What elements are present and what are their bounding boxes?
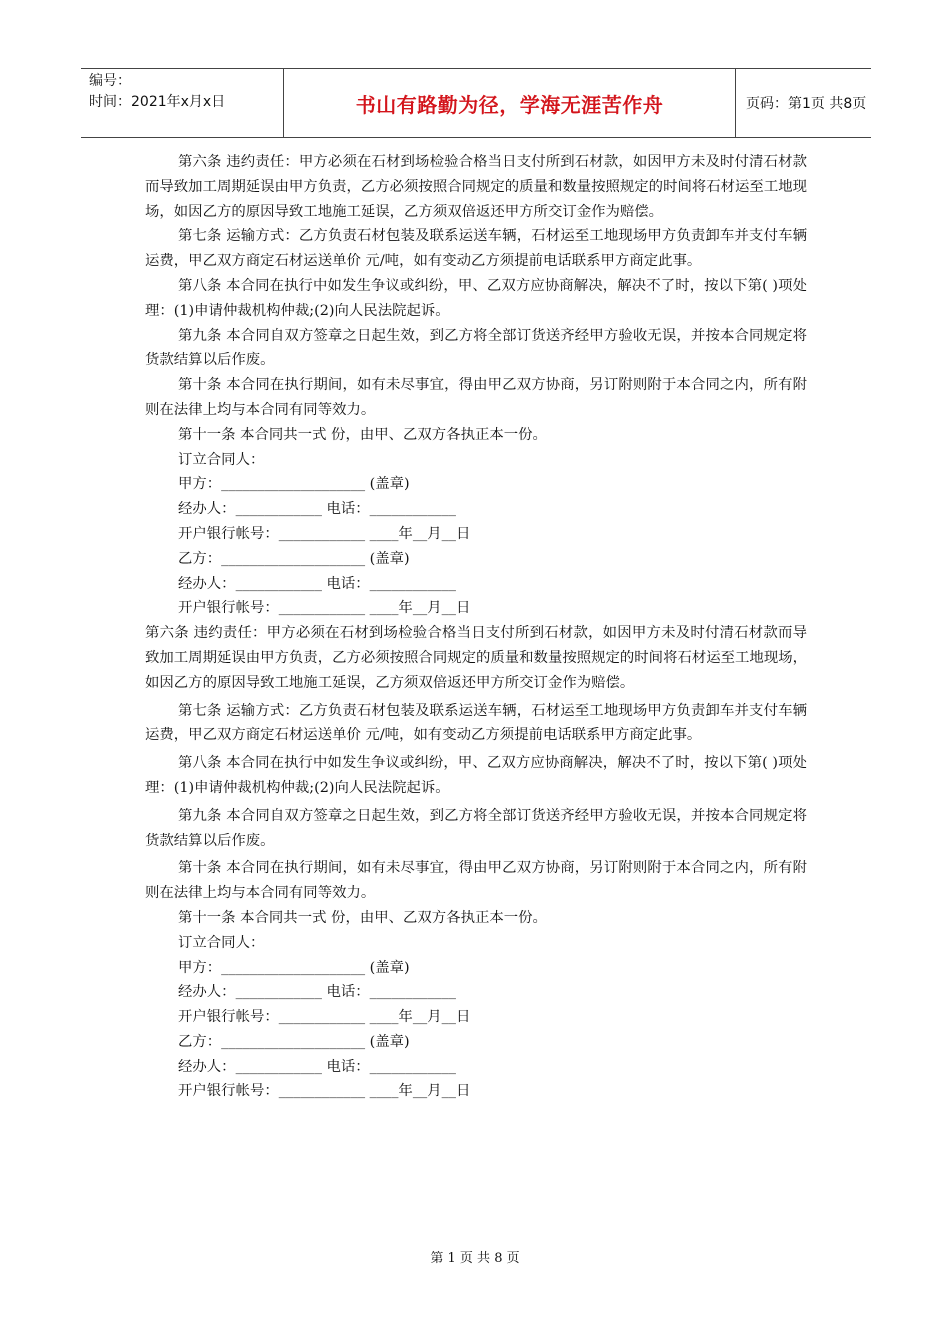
party-a-agent-line: 经办人：____________ 电话：____________ xyxy=(178,984,456,1001)
party-b-bank-line: 开户银行帐号：____________ ____年__月__日 xyxy=(178,600,471,617)
page-footer: 第 1 页 共 8 页 xyxy=(430,1251,520,1266)
clause-7: 第七条 运输方式：乙方负责石材包装及联系运送车辆，石材运至工地现场甲方负责卸车并支付车辆运费，甲乙双方商定石材运送单价 元/吨，如有变动乙方须提前电话联系甲方商定此事。 xyxy=(145,702,807,744)
clause-6: 第六条 违约责任：甲方必须在石材到场检验合格当日支付所到石材款，如因甲方未及时付清石材款而导致加工周期延误由甲方负责，乙方必须按照合同规定的质量和数量按照规定的时间将石材运至工地现场，如因乙方的原因导致工地施工延误，乙方须双倍返还甲方所交订金作为赔偿。 xyxy=(145,154,807,220)
party-b-line: 乙方：____________________ (盖章) xyxy=(178,1033,410,1050)
clause-11: 第十一条 本合同共一式 份，由甲、乙双方各执正本一份。 xyxy=(178,909,547,926)
document-time-label: 时间：2021年x月x日 xyxy=(89,94,226,110)
party-a-bank-line: 开户银行帐号：____________ ____年__月__日 xyxy=(178,1009,471,1026)
clause-11: 第十一条 本合同共一式 份，由甲、乙双方各执正本一份。 xyxy=(178,426,547,443)
clause-6: 第六条 违约责任：甲方必须在石材到场检验合格当日支付所到石材款，如因甲方未及时付清石材款而导致加工周期延误由甲方负责，乙方必须按照合同规定的质量和数量按照规定的时间将石材运至工地现场，如因乙方的原因导致工地施工延误，乙方须双倍返还甲方所交订金作为赔偿。 xyxy=(145,625,807,691)
party-a-bank-line: 开户银行帐号：____________ ____年__月__日 xyxy=(178,525,471,542)
party-b-bank-line: 开户银行帐号：____________ ____年__月__日 xyxy=(178,1083,471,1100)
party-b-line: 乙方：____________________ (盖章) xyxy=(178,550,410,567)
clause-8: 第八条 本合同在执行中如发生争议或纠纷，甲、乙双方应协商解决，解决不了时，按以下第( )项处理：(1)申请仲裁机构仲裁;(2)向人民法院起诉。 xyxy=(145,755,807,796)
party-a-line: 甲方：____________________ (盖章) xyxy=(178,959,410,976)
party-b-agent-line: 经办人：____________ 电话：____________ xyxy=(178,575,456,592)
clause-8: 第八条 本合同在执行中如发生争议或纠纷，甲、乙双方应协商解决，解决不了时，按以下第( )项处理：(1)申请仲裁机构仲裁;(2)向人民法院起诉。 xyxy=(145,277,807,319)
header-page-info: 页码：第1页 共8页 xyxy=(746,96,867,112)
clause-10: 第十条 本合同在执行期间，如有未尽事宜，得由甲乙双方协商，另订附则附于本合同之内，所有附则在法律上均与本合同有同等效力。 xyxy=(145,860,807,902)
page-header xyxy=(81,68,871,138)
document-body xyxy=(145,150,807,1104)
clause-7: 第七条 运输方式：乙方负责石材包装及联系运送车辆，石材运至工地现场甲方负责卸车并支付车辆运费，甲乙双方商定石材运送单价 元/吨，如有变动乙方须提前电话联系甲方商定此事。 xyxy=(145,228,807,270)
clause-10: 第十条 本合同在执行期间，如有未尽事宜，得由甲乙双方协商，另订附则附于本合同之内，所有附则在法律上均与本合同有同等效力。 xyxy=(145,377,807,418)
contract-section-1 xyxy=(145,150,807,621)
contract-section-2 xyxy=(145,621,807,1104)
signatories-heading: 订立合同人： xyxy=(178,934,265,951)
signatories-heading: 订立合同人： xyxy=(178,451,265,468)
party-a-line: 甲方：____________________ (盖章) xyxy=(178,476,410,493)
header-motto: 书山有路勤为径，学海无涯苦作舟 xyxy=(355,92,664,117)
clause-9: 第九条 本合同自双方签章之日起生效，到乙方将全部订货送齐经甲方验收无误，并按本合同规定将货款结算以后作废。 xyxy=(145,327,807,369)
party-b-agent-line: 经办人：____________ 电话：____________ xyxy=(178,1058,456,1075)
clause-9: 第九条 本合同自双方签章之日起生效，到乙方将全部订货送齐经甲方验收无误，并按本合同规定将货款结算以后作废。 xyxy=(145,807,807,849)
header-meta xyxy=(81,69,283,137)
party-a-agent-line: 经办人：____________ 电话：____________ xyxy=(178,501,456,518)
document-number-label: 编号： xyxy=(89,73,131,89)
header-motto-cell xyxy=(283,69,736,137)
